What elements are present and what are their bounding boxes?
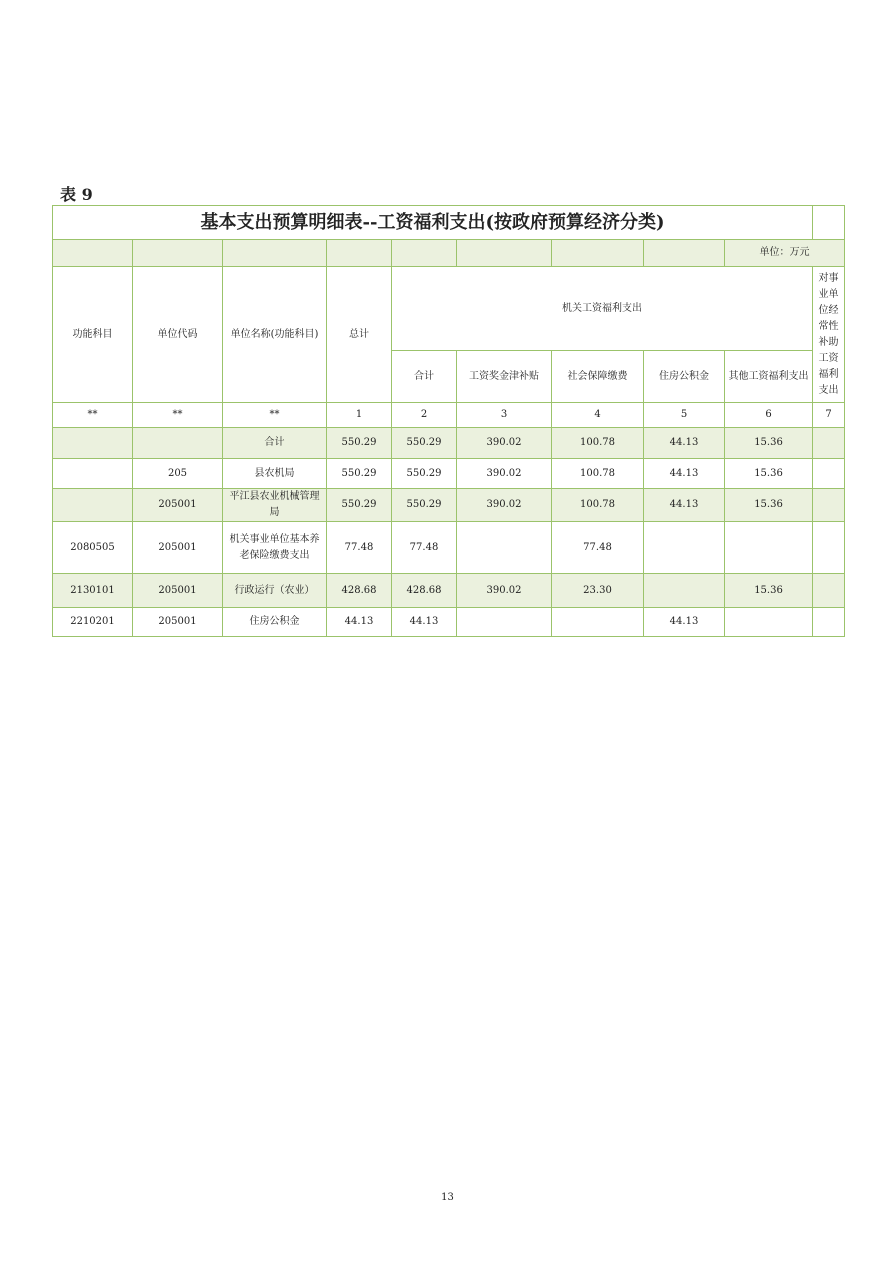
table-cell: 205001 <box>133 574 223 608</box>
table-cell: 2080505 <box>53 522 133 574</box>
table-cell: 15.36 <box>725 428 813 459</box>
table-cell: 机关事业单位基本养老保险缴费支出 <box>223 522 327 574</box>
table-cell: 205001 <box>133 522 223 574</box>
table-cell: 550.29 <box>392 459 457 489</box>
table-cell: 205001 <box>133 489 223 522</box>
table-cell: 县农机局 <box>223 459 327 489</box>
table-row <box>53 489 845 522</box>
budget-table <box>52 205 845 637</box>
table-title: 基本支出预算明细表--工资福利支出(按政府预算经济分类) <box>53 206 813 240</box>
table-cell: 2130101 <box>53 574 133 608</box>
table-cell <box>53 489 133 522</box>
table-cell <box>644 574 725 608</box>
table-cell: 15.36 <box>725 489 813 522</box>
table-cell <box>457 608 552 637</box>
table-cell: 390.02 <box>457 574 552 608</box>
table-cell <box>457 522 552 574</box>
page-number: 13 <box>441 1192 454 1203</box>
empty-cell <box>813 206 845 240</box>
table-cell <box>813 459 845 489</box>
table-cell: 390.02 <box>457 459 552 489</box>
index-cell: 3 <box>457 403 552 428</box>
empty-cell <box>392 240 457 267</box>
table-cell: 428.68 <box>392 574 457 608</box>
table-cell: 550.29 <box>392 489 457 522</box>
table-cell <box>644 522 725 574</box>
index-cell: 4 <box>552 403 644 428</box>
table-cell <box>813 608 845 637</box>
table-cell: 44.13 <box>644 459 725 489</box>
table-cell: 550.29 <box>327 489 392 522</box>
table-cell: 平江县农业机械管理局 <box>223 489 327 522</box>
index-cell: ** <box>53 403 133 428</box>
empty-cell <box>133 240 223 267</box>
header-code: 单位代码 <box>133 267 223 403</box>
table-cell: 390.02 <box>457 428 552 459</box>
table-cell: 550.29 <box>327 459 392 489</box>
table-row <box>53 428 845 459</box>
table-cell: 住房公积金 <box>223 608 327 637</box>
empty-cell <box>552 240 644 267</box>
index-cell: 7 <box>813 403 845 428</box>
index-cell: ** <box>133 403 223 428</box>
table-row <box>53 459 845 489</box>
table-cell: 205001 <box>133 608 223 637</box>
table-cell <box>133 428 223 459</box>
table-cell <box>813 522 845 574</box>
table-label: 表 9 <box>60 185 93 204</box>
header-name: 单位名称(功能科目) <box>223 267 327 403</box>
table-cell: 44.13 <box>392 608 457 637</box>
header-social: 社会保障缴费 <box>552 351 644 403</box>
table-cell <box>53 459 133 489</box>
table-cell: 合计 <box>223 428 327 459</box>
empty-cell <box>644 240 725 267</box>
header-group: 机关工资福利支出 <box>392 267 813 351</box>
empty-cell <box>327 240 392 267</box>
table-cell <box>53 428 133 459</box>
table-cell: 15.36 <box>725 574 813 608</box>
table-cell: 44.13 <box>644 489 725 522</box>
index-cell: 1 <box>327 403 392 428</box>
header-other: 其他工资福利支出 <box>725 351 813 403</box>
empty-cell <box>223 240 327 267</box>
table-cell: 23.30 <box>552 574 644 608</box>
table-cell <box>813 428 845 459</box>
table-cell: 77.48 <box>392 522 457 574</box>
table-cell: 428.68 <box>327 574 392 608</box>
index-cell: 6 <box>725 403 813 428</box>
table-row <box>53 522 845 574</box>
table-cell: 205 <box>133 459 223 489</box>
table-cell: 100.78 <box>552 489 644 522</box>
header-housing: 住房公积金 <box>644 351 725 403</box>
table-row <box>53 608 845 637</box>
table-cell: 44.13 <box>644 608 725 637</box>
index-cell: 2 <box>392 403 457 428</box>
empty-cell <box>53 240 133 267</box>
table-cell <box>725 522 813 574</box>
table-cell: 390.02 <box>457 489 552 522</box>
empty-cell <box>457 240 552 267</box>
table-cell: 550.29 <box>392 428 457 459</box>
table-cell <box>552 608 644 637</box>
table-cell: 44.13 <box>327 608 392 637</box>
index-cell: 5 <box>644 403 725 428</box>
table-cell <box>725 608 813 637</box>
header-subtotal: 合计 <box>392 351 457 403</box>
table-cell: 15.36 <box>725 459 813 489</box>
table-row <box>53 574 845 608</box>
unit-label: 单位：万元 <box>725 240 845 267</box>
header-salary: 工资奖金津补贴 <box>457 351 552 403</box>
table-cell: 77.48 <box>552 522 644 574</box>
table-cell <box>813 574 845 608</box>
table-cell: 100.78 <box>552 428 644 459</box>
index-row <box>53 403 845 428</box>
table-cell: 550.29 <box>327 428 392 459</box>
table-cell: 行政运行（农业） <box>223 574 327 608</box>
table-cell: 77.48 <box>327 522 392 574</box>
header-func: 功能科目 <box>53 267 133 403</box>
table-cell: 2210201 <box>53 608 133 637</box>
index-cell: ** <box>223 403 327 428</box>
table-cell <box>813 489 845 522</box>
header-total: 总计 <box>327 267 392 403</box>
table-cell: 100.78 <box>552 459 644 489</box>
header-subsidy: 对事业单位经常性补助工资福利支出 <box>813 267 845 403</box>
table-cell: 44.13 <box>644 428 725 459</box>
